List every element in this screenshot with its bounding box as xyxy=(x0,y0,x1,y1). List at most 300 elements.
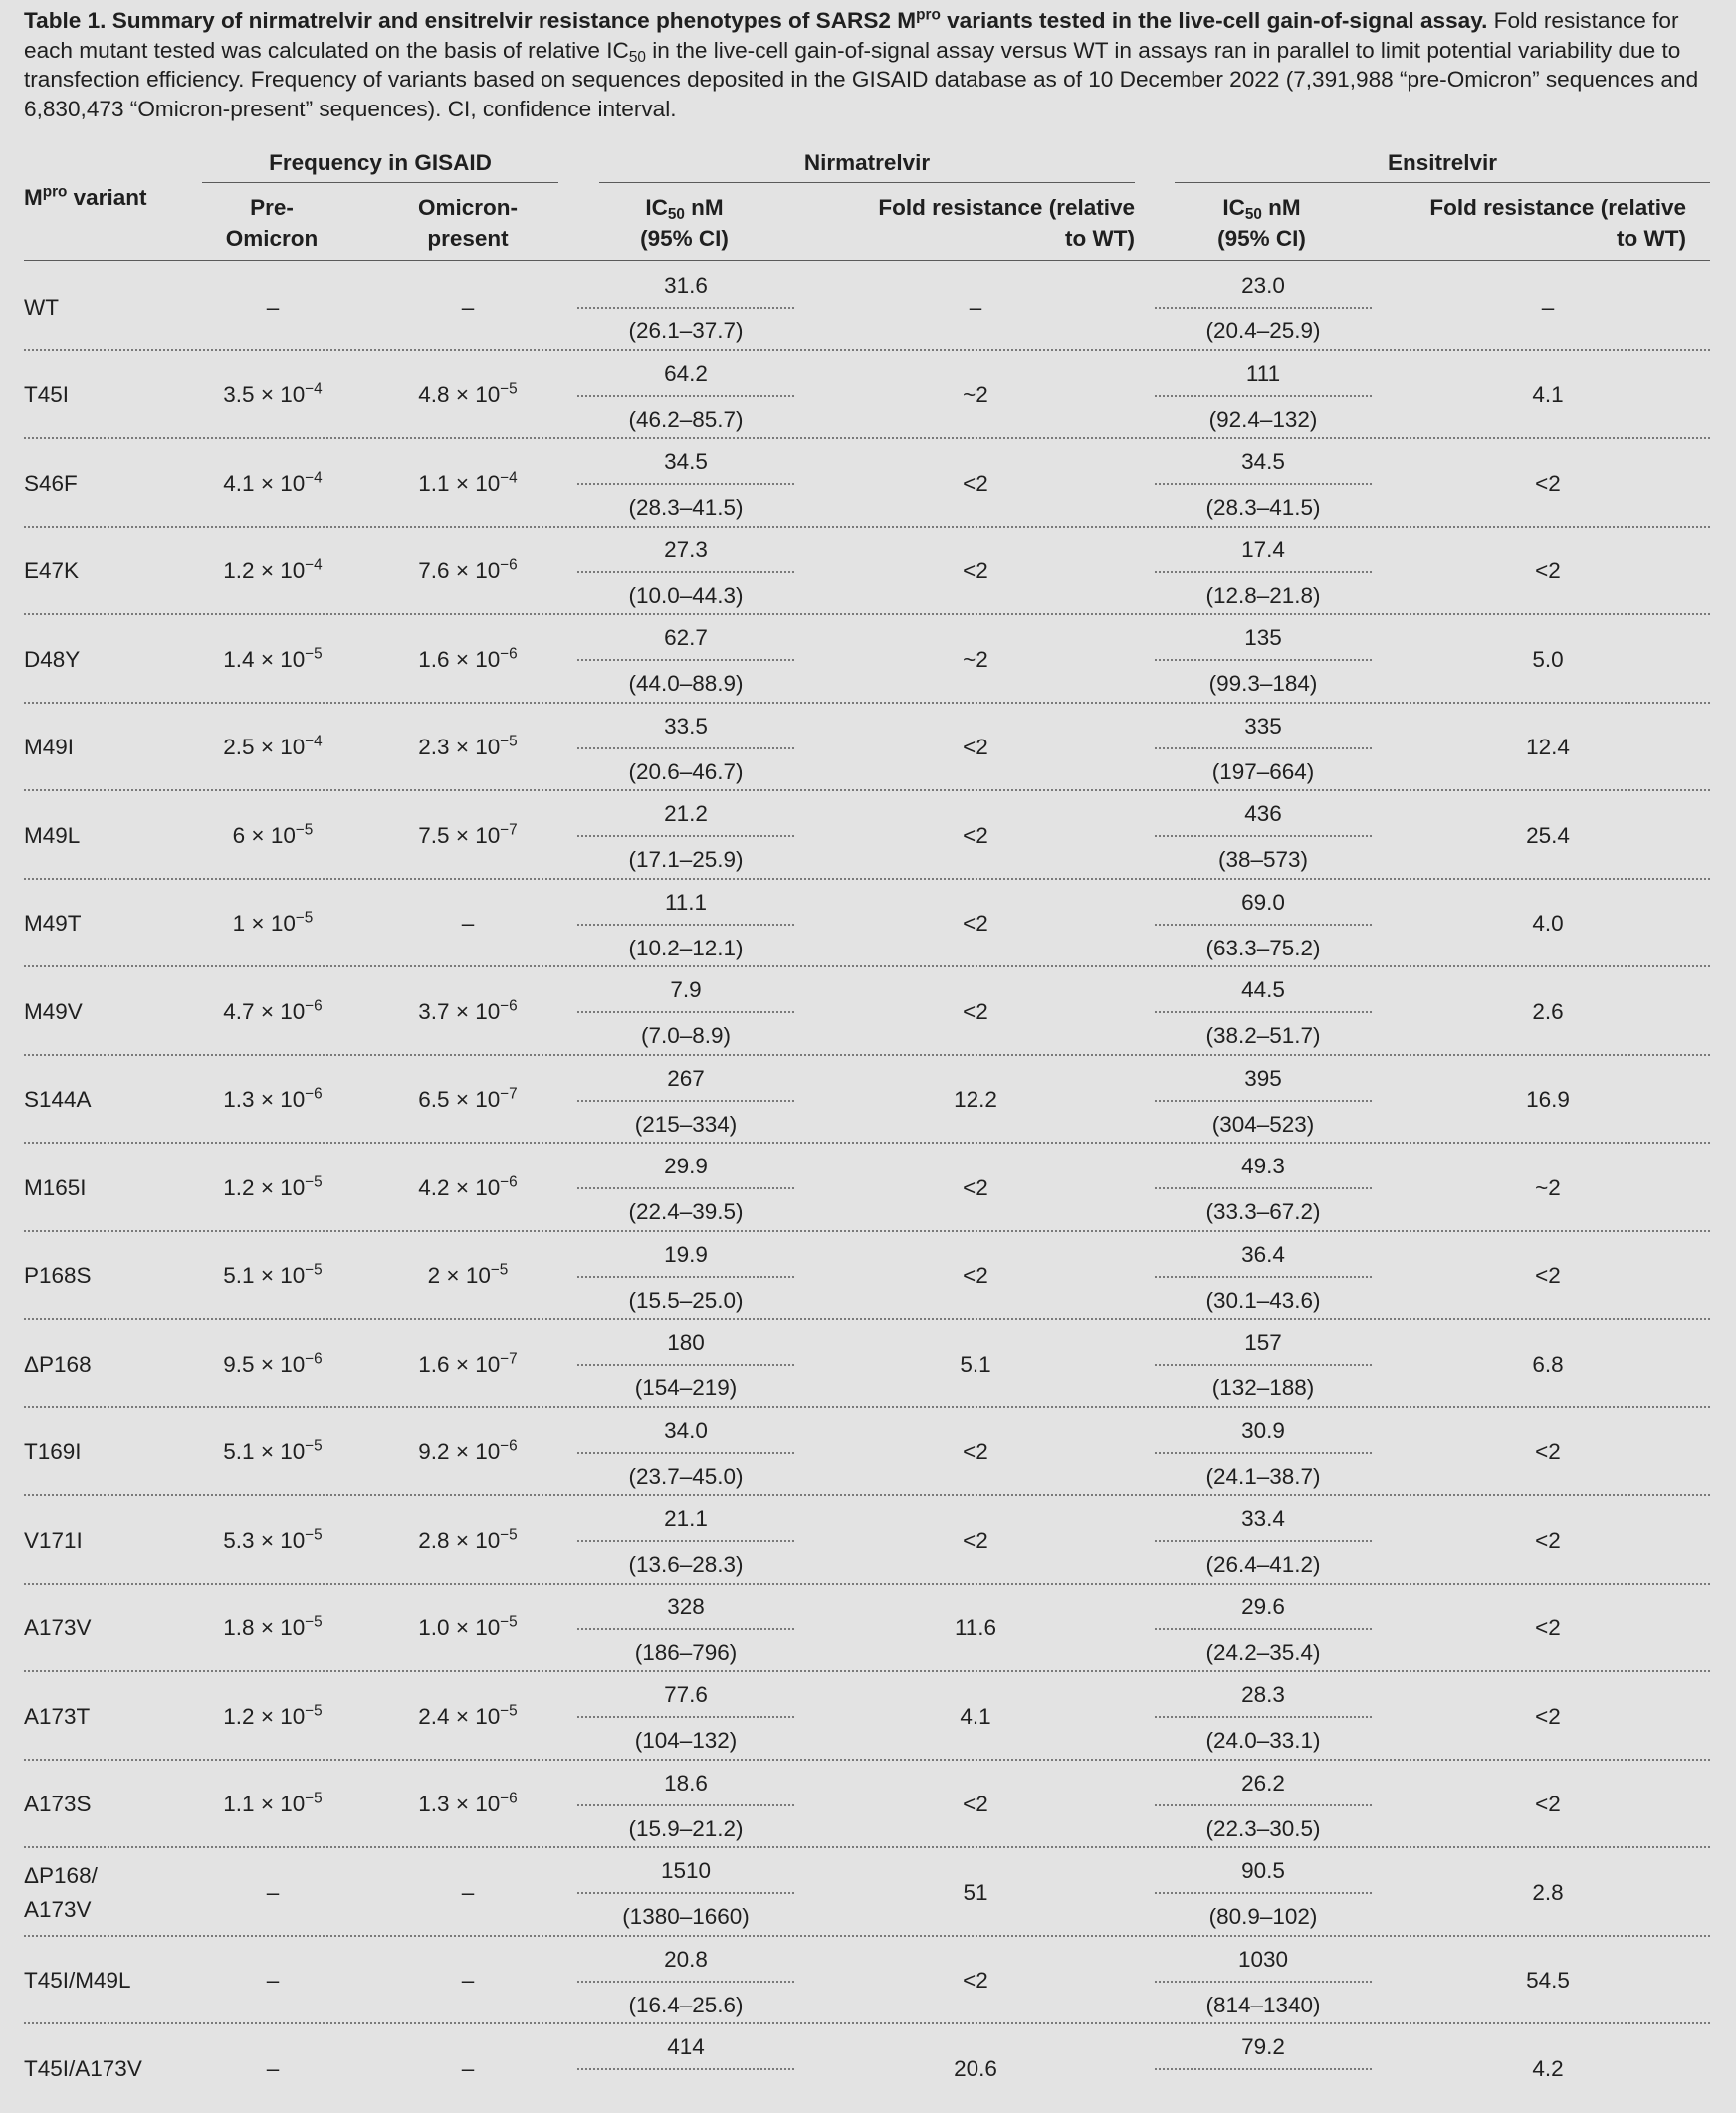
pre-omicron-frequency xyxy=(199,382,346,408)
ci-separator xyxy=(577,395,794,397)
nirmatrelvir-ci: (154–219) xyxy=(634,1375,738,1400)
omicron-present-frequency xyxy=(393,471,542,497)
ensitrelvir-ci: (38–573) xyxy=(1217,847,1309,872)
nirmatrelvir-ic50: 33.5 xyxy=(664,713,708,739)
nirmatrelvir-ic50: 267 xyxy=(667,1065,705,1091)
nirmatrelvir-ci: (10.2–12.1) xyxy=(628,935,744,960)
pre-omicron-frequency xyxy=(199,295,346,320)
nirmatrelvir-ic50: 77.6 xyxy=(664,1682,708,1707)
nirmatrelvir-fold-resistance: <2 xyxy=(963,558,988,583)
nirmatrelvir-ic50: 7.9 xyxy=(670,977,702,1002)
table-row xyxy=(0,1056,1736,1145)
omicron-present-frequency-mantissa: 2.4 × 10 xyxy=(418,1703,501,1729)
variant-name-line: WT xyxy=(24,294,59,319)
ensitrelvir-ic50: 335 xyxy=(1244,713,1282,739)
omicron-present-frequency xyxy=(393,735,542,760)
variant-name-line: A173T xyxy=(24,1703,91,1729)
pre-omicron-frequency-exponent: −5 xyxy=(305,1437,323,1455)
variant-name xyxy=(24,823,193,849)
omicron-present-frequency-exponent: −6 xyxy=(500,1437,518,1455)
nirmatrelvir-fold-resistance: <2 xyxy=(963,1792,988,1816)
variant-name xyxy=(24,1175,193,1201)
nirmatrelvir-ic50: 31.6 xyxy=(664,273,708,298)
ci-separator xyxy=(577,1804,794,1806)
nirmatrelvir-ic50: 34.5 xyxy=(664,449,708,474)
omicron-present-frequency xyxy=(393,1352,542,1377)
pre-omicron-frequency xyxy=(199,471,346,497)
pre-omicron-frequency-exponent: −4 xyxy=(305,380,323,398)
nirmatrelvir-fold-resistance: <2 xyxy=(963,470,988,496)
variant-name-line: A173S xyxy=(24,1792,92,1816)
nirmatrelvir-fold-resistance: – xyxy=(969,294,982,319)
nirmatrelvir-ci: (186–796) xyxy=(634,1639,738,1665)
variant-name-line: M49L xyxy=(24,822,81,848)
ensitrelvir-fold-resistance: 4.2 xyxy=(1532,2055,1564,2081)
omicron-present-frequency xyxy=(393,999,542,1025)
ensitrelvir-ic50: 436 xyxy=(1244,801,1282,826)
omicron-present-frequency-exponent: −5 xyxy=(500,1613,518,1631)
ensitrelvir-fold-resistance: 16.9 xyxy=(1526,1087,1570,1112)
ci-separator xyxy=(1155,1011,1372,1013)
omicron-present-frequency-mantissa: 4.2 × 10 xyxy=(418,1174,501,1200)
ensitrelvir-ic50: 29.6 xyxy=(1241,1593,1285,1619)
table-row xyxy=(0,2024,1736,2113)
variant-name xyxy=(24,382,193,408)
variant-name-line: A173V xyxy=(24,1615,92,1640)
variant-name-line: M49T xyxy=(24,911,82,936)
ensitrelvir-fold-resistance: 4.1 xyxy=(1532,382,1564,407)
nirmatrelvir-ci: (15.9–21.2) xyxy=(628,1815,744,1841)
omicron-present-frequency-exponent: −7 xyxy=(500,1350,518,1368)
ensitrelvir-ic50: 395 xyxy=(1244,1065,1282,1091)
pre-omicron-frequency-mantissa: 1.2 × 10 xyxy=(223,558,306,583)
ensitrelvir-ci: (99.3–184) xyxy=(1208,671,1318,696)
variant-name-line: S46F xyxy=(24,470,78,496)
ci-separator xyxy=(577,835,794,837)
omicron-present-frequency-mantissa: 7.5 × 10 xyxy=(418,822,501,848)
nirmatrelvir-fold-resistance: <2 xyxy=(963,1263,988,1288)
omicron-present-frequency-mantissa: 4.8 × 10 xyxy=(418,382,501,407)
nirmatrelvir-fold-resistance: 12.2 xyxy=(954,1087,997,1112)
omicron-present-frequency-exponent: −6 xyxy=(500,1173,518,1191)
variant-name-line: E47K xyxy=(24,558,80,583)
variant-name xyxy=(24,558,193,584)
nirmatrelvir-ic50: 19.9 xyxy=(664,1241,708,1267)
ci-separator xyxy=(577,1892,794,1894)
nirmatrelvir-ic50: 21.1 xyxy=(664,1506,708,1531)
variant-name xyxy=(24,1352,193,1377)
ci-separator xyxy=(577,1364,794,1366)
table-row xyxy=(0,967,1736,1056)
pre-omicron-frequency-mantissa: 2.5 × 10 xyxy=(223,735,306,759)
pre-omicron-frequency-mantissa: 4.1 × 10 xyxy=(223,470,306,496)
omicron-present-frequency-exponent: −5 xyxy=(490,1261,509,1279)
ensitrelvir-ic50: 1030 xyxy=(1237,1946,1289,1972)
pre-omicron-frequency-mantissa: 1 × 10 xyxy=(232,911,296,936)
pre-omicron-frequency xyxy=(199,1528,346,1554)
variant-name-line: V171I xyxy=(24,1527,83,1553)
table-row xyxy=(0,1672,1736,1761)
pre-omicron-frequency-mantissa: – xyxy=(266,294,280,319)
nirmatrelvir-ci: (104–132) xyxy=(634,1728,738,1753)
ensitrelvir-ic50: 34.5 xyxy=(1241,449,1285,474)
nirmatrelvir-fold-resistance: <2 xyxy=(963,735,988,759)
pre-omicron-frequency-mantissa: 5.1 × 10 xyxy=(223,1263,306,1288)
omicron-present-frequency-exponent: −6 xyxy=(500,556,518,574)
pre-omicron-frequency xyxy=(199,1880,346,1906)
nirmatrelvir-ic50: 11.1 xyxy=(664,889,708,915)
ci-separator xyxy=(577,1540,794,1542)
pre-omicron-frequency-exponent: −5 xyxy=(295,821,314,839)
ensitrelvir-ic50: 26.2 xyxy=(1241,1770,1285,1796)
omicron-present-frequency xyxy=(393,2056,542,2082)
omicron-present-frequency-mantissa: 2 × 10 xyxy=(427,1263,491,1288)
nirmatrelvir-ci: (215–334) xyxy=(634,1111,738,1137)
header-omicron-present: Omicron- present xyxy=(417,195,518,251)
pre-omicron-frequency-exponent: −6 xyxy=(305,1350,323,1368)
pre-omicron-frequency-exponent: −5 xyxy=(305,1613,323,1631)
ensitrelvir-fold-resistance: 25.4 xyxy=(1526,822,1570,848)
pre-omicron-frequency xyxy=(199,558,346,584)
pre-omicron-frequency-mantissa: 1.1 × 10 xyxy=(223,1792,306,1816)
ensitrelvir-ci: (22.3–30.5) xyxy=(1205,1815,1321,1841)
nirmatrelvir-ic50: 1510 xyxy=(660,1858,712,1883)
nirmatrelvir-fold-resistance: 51 xyxy=(963,1879,988,1905)
pre-omicron-frequency-exponent: −5 xyxy=(305,1261,323,1279)
variant-name-line: T45I/M49L xyxy=(24,1968,131,1993)
pre-omicron-frequency-exponent: −5 xyxy=(305,645,323,663)
ensitrelvir-fold-resistance: 2.8 xyxy=(1532,1879,1564,1905)
variant-name xyxy=(24,999,193,1025)
omicron-present-frequency xyxy=(393,1263,542,1289)
omicron-present-frequency-exponent: −6 xyxy=(500,997,518,1015)
ensitrelvir-ic50: 111 xyxy=(1245,360,1281,386)
ensitrelvir-ci: (20.4–25.9) xyxy=(1205,318,1321,343)
nirmatrelvir-fold-resistance: <2 xyxy=(963,1174,988,1200)
omicron-present-frequency-mantissa: 1.0 × 10 xyxy=(418,1615,501,1640)
nirmatrelvir-ci: (22.4–39.5) xyxy=(628,1199,744,1224)
ensitrelvir-ic50: 36.4 xyxy=(1241,1241,1285,1267)
pre-omicron-frequency xyxy=(199,1087,346,1113)
table-row xyxy=(0,263,1736,351)
ci-separator xyxy=(577,1452,794,1454)
pre-omicron-frequency-exponent: −5 xyxy=(295,909,314,927)
nirmatrelvir-ic50: 328 xyxy=(667,1593,705,1619)
omicron-present-frequency-exponent: −5 xyxy=(500,1702,518,1720)
ci-separator xyxy=(1155,1364,1372,1366)
caption-title: Table 1. Summary of nirmatrelvir and ensitrelvir resistance phenotypes of SARS2 $M^{pro}$ variants tested in the live-cell gain-of-signal assay. xyxy=(24,6,1488,33)
pre-omicron-frequency-mantissa: 1.8 × 10 xyxy=(223,1615,306,1640)
nirmatrelvir-ci: (10.0–44.3) xyxy=(628,582,744,608)
omicron-present-frequency-mantissa: – xyxy=(461,911,475,936)
omicron-present-frequency xyxy=(393,1175,542,1201)
ensitrelvir-fold-resistance: – xyxy=(1541,294,1555,319)
nirmatrelvir-ci: (16.4–25.6) xyxy=(628,1992,744,2017)
ci-separator xyxy=(1155,1804,1372,1806)
table-row xyxy=(0,439,1736,528)
omicron-present-frequency-exponent: −6 xyxy=(500,645,518,663)
table-row xyxy=(0,1320,1736,1408)
variant-name xyxy=(24,1968,193,1994)
omicron-present-frequency xyxy=(393,823,542,849)
pre-omicron-frequency-mantissa: 5.3 × 10 xyxy=(223,1527,306,1553)
ci-separator xyxy=(1155,483,1372,485)
variant-name xyxy=(24,1859,193,1927)
omicron-present-frequency-mantissa: – xyxy=(461,1879,475,1905)
omicron-present-frequency-mantissa: 1.6 × 10 xyxy=(418,646,501,672)
pre-omicron-frequency-exponent: −5 xyxy=(305,1790,323,1807)
ci-separator xyxy=(1155,571,1372,573)
variant-name-line: M165I xyxy=(24,1174,87,1200)
ci-separator xyxy=(577,1011,794,1013)
ci-separator xyxy=(1155,395,1372,397)
variant-name-line: T169I xyxy=(24,1439,82,1464)
ensitrelvir-ci: (63.3–75.2) xyxy=(1205,935,1321,960)
ci-separator xyxy=(1155,747,1372,749)
header-pre-omicron: Pre- Omicron xyxy=(225,195,319,251)
pre-omicron-frequency xyxy=(199,999,346,1025)
ensitrelvir-ci: (304–523) xyxy=(1211,1111,1315,1137)
variant-name xyxy=(24,1439,193,1465)
ci-separator xyxy=(1155,924,1372,926)
omicron-present-frequency xyxy=(393,1968,542,1994)
pre-omicron-frequency-mantissa: 6 × 10 xyxy=(232,822,296,848)
table-row xyxy=(0,1848,1736,1937)
omicron-present-frequency-mantissa: 7.6 × 10 xyxy=(418,558,501,583)
pre-omicron-frequency-exponent: −6 xyxy=(305,997,323,1015)
ci-separator xyxy=(577,924,794,926)
pre-omicron-frequency-mantissa: 4.7 × 10 xyxy=(223,998,306,1024)
omicron-present-frequency-exponent: −5 xyxy=(500,733,518,750)
pre-omicron-frequency xyxy=(199,647,346,673)
pre-omicron-frequency-mantissa: 3.5 × 10 xyxy=(223,382,306,407)
omicron-present-frequency-exponent: −5 xyxy=(500,380,518,398)
ensitrelvir-ci: (197–664) xyxy=(1211,758,1315,784)
omicron-present-frequency xyxy=(393,647,542,673)
table-row xyxy=(0,1496,1736,1585)
nirmatrelvir-ic50: 34.0 xyxy=(664,1417,708,1443)
pre-omicron-frequency-mantissa: 5.1 × 10 xyxy=(223,1439,306,1464)
ensitrelvir-fold-resistance: ~2 xyxy=(1535,1174,1561,1200)
variant-name xyxy=(24,1263,193,1289)
nirmatrelvir-fold-resistance: <2 xyxy=(963,822,988,848)
table-row xyxy=(0,704,1736,792)
ensitrelvir-ic50: 17.4 xyxy=(1241,536,1285,562)
ci-separator xyxy=(1155,1716,1372,1718)
pre-omicron-frequency xyxy=(199,1615,346,1641)
nirmatrelvir-ic50: 64.2 xyxy=(664,360,708,386)
omicron-present-frequency-mantissa: – xyxy=(461,294,475,319)
ci-separator xyxy=(577,307,794,309)
header-variant: $M^{pro}$ variant xyxy=(24,183,147,210)
nirmatrelvir-fold-resistance: 20.6 xyxy=(954,2055,997,2081)
ensitrelvir-ci: (80.9–102) xyxy=(1208,1904,1318,1929)
pre-omicron-frequency-mantissa: – xyxy=(266,1879,280,1905)
nirmatrelvir-ic50: 62.7 xyxy=(664,625,708,650)
table-caption xyxy=(24,6,1716,123)
ensitrelvir-ic50: 90.5 xyxy=(1241,1858,1285,1883)
omicron-present-frequency-exponent: −5 xyxy=(500,1526,518,1544)
variant-name-line: T45I xyxy=(24,382,70,407)
pre-omicron-frequency xyxy=(199,1704,346,1730)
nirmatrelvir-fold-resistance: ~2 xyxy=(963,646,988,672)
ci-separator xyxy=(1155,1892,1372,1894)
pre-omicron-frequency xyxy=(199,2056,346,2082)
pre-omicron-frequency xyxy=(199,1792,346,1817)
nirmatrelvir-fold-resistance: 4.1 xyxy=(960,1703,991,1729)
ci-separator xyxy=(577,1276,794,1278)
ensitrelvir-ci: (33.3–67.2) xyxy=(1205,1199,1321,1224)
pre-omicron-frequency-exponent: −4 xyxy=(305,556,323,574)
ensitrelvir-ic50: 23.0 xyxy=(1241,273,1285,298)
pre-omicron-frequency-exponent: −6 xyxy=(305,1085,323,1103)
ci-separator xyxy=(1155,307,1372,309)
ensitrelvir-ic50: 69.0 xyxy=(1241,889,1285,915)
nirmatrelvir-fold-resistance: <2 xyxy=(963,911,988,936)
variant-name xyxy=(24,295,193,320)
variant-name-line: T45I/A173V xyxy=(24,2055,142,2081)
table-row xyxy=(0,1937,1736,2025)
nirmatrelvir-ci: (13.6–28.3) xyxy=(628,1552,744,1577)
omicron-present-frequency-mantissa: 1.1 × 10 xyxy=(418,470,501,496)
header-group-ensitrelvir: Ensitrelvir xyxy=(1387,150,1498,175)
omicron-present-frequency xyxy=(393,295,542,320)
pre-omicron-frequency-mantissa: 1.3 × 10 xyxy=(223,1087,306,1112)
ensitrelvir-ci: (132–188) xyxy=(1211,1375,1315,1400)
nirmatrelvir-fold-resistance: <2 xyxy=(963,1968,988,1993)
ensitrelvir-ic50: 79.2 xyxy=(1241,2034,1285,2059)
pre-omicron-frequency-exponent: −5 xyxy=(305,1702,323,1720)
pre-omicron-frequency-mantissa: – xyxy=(266,1968,280,1993)
nirmatrelvir-fold-resistance: <2 xyxy=(963,1527,988,1553)
pre-omicron-frequency-exponent: −5 xyxy=(305,1526,323,1544)
nirmatrelvir-ic50: 18.6 xyxy=(664,1770,708,1796)
ci-separator xyxy=(1155,835,1372,837)
nirmatrelvir-ci: (1380–1660) xyxy=(622,1904,750,1929)
ensitrelvir-fold-resistance: <2 xyxy=(1535,1527,1561,1553)
ensitrelvir-ic50: 28.3 xyxy=(1241,1682,1285,1707)
pre-omicron-frequency xyxy=(199,1352,346,1377)
variant-name-line: D48Y xyxy=(24,646,81,672)
nirmatrelvir-ci: (17.1–25.9) xyxy=(628,847,744,872)
ensitrelvir-ci: (30.1–43.6) xyxy=(1205,1287,1321,1313)
variant-name xyxy=(24,1792,193,1817)
ensitrelvir-ci: (24.1–38.7) xyxy=(1205,1463,1321,1489)
header-nirmatrelvir-fold: Fold resistance (relative to WT) xyxy=(878,195,1135,251)
omicron-present-frequency-exponent: −6 xyxy=(500,1790,518,1807)
ensitrelvir-fold-resistance: <2 xyxy=(1535,1792,1561,1816)
ensitrelvir-ic50: 30.9 xyxy=(1241,1417,1285,1443)
nirmatrelvir-ci: (46.2–85.7) xyxy=(628,406,744,432)
ensitrelvir-fold-resistance: 4.0 xyxy=(1532,911,1564,936)
table-row xyxy=(0,1761,1736,1849)
variant-name xyxy=(24,1704,193,1730)
variant-name-line: S144A xyxy=(24,1087,92,1112)
ensitrelvir-fold-resistance: 5.0 xyxy=(1532,646,1564,672)
pre-omicron-frequency xyxy=(199,1439,346,1465)
nirmatrelvir-fold-resistance: ~2 xyxy=(963,382,988,407)
ci-separator xyxy=(577,659,794,661)
pre-omicron-frequency xyxy=(199,823,346,849)
ci-separator xyxy=(577,1716,794,1718)
ensitrelvir-ic50: 49.3 xyxy=(1241,1154,1285,1178)
ensitrelvir-fold-resistance: <2 xyxy=(1535,558,1561,583)
table-row xyxy=(0,1144,1736,1232)
omicron-present-frequency xyxy=(393,1880,542,1906)
nirmatrelvir-ic50: 20.8 xyxy=(664,1946,708,1972)
ensitrelvir-fold-resistance: <2 xyxy=(1535,1439,1561,1464)
ensitrelvir-ci: (92.4–132) xyxy=(1208,406,1318,432)
nirmatrelvir-ic50: 27.3 xyxy=(664,536,708,562)
pre-omicron-frequency-mantissa: 1.2 × 10 xyxy=(223,1703,306,1729)
ci-separator xyxy=(1155,1540,1372,1542)
ensitrelvir-ci: (38.2–51.7) xyxy=(1205,1023,1321,1048)
omicron-present-frequency xyxy=(393,1704,542,1730)
omicron-present-frequency xyxy=(393,911,542,937)
ensitrelvir-ic50: 157 xyxy=(1244,1330,1282,1355)
nirmatrelvir-ci: (44.0–88.9) xyxy=(628,671,744,696)
pre-omicron-frequency-mantissa: – xyxy=(266,2055,280,2081)
ensitrelvir-ic50: 44.5 xyxy=(1241,977,1285,1002)
ensitrelvir-ic50: 33.4 xyxy=(1241,1506,1285,1531)
table-row xyxy=(0,1408,1736,1497)
omicron-present-frequency-mantissa: 9.2 × 10 xyxy=(418,1439,501,1464)
pre-omicron-frequency xyxy=(199,1263,346,1289)
variant-name xyxy=(24,735,193,760)
nirmatrelvir-fold-resistance: <2 xyxy=(963,998,988,1024)
omicron-present-frequency-mantissa: 3.7 × 10 xyxy=(418,998,501,1024)
omicron-present-frequency-mantissa: 2.3 × 10 xyxy=(418,735,501,759)
variant-name xyxy=(24,1528,193,1554)
omicron-present-frequency xyxy=(393,558,542,584)
ci-separator xyxy=(1155,1276,1372,1278)
nirmatrelvir-ic50: 21.2 xyxy=(664,801,708,826)
pre-omicron-frequency-mantissa: 1.2 × 10 xyxy=(223,1174,306,1200)
omicron-present-frequency xyxy=(393,1615,542,1641)
ensitrelvir-ci: (24.0–33.1) xyxy=(1205,1728,1321,1753)
ensitrelvir-fold-resistance: <2 xyxy=(1535,1703,1561,1729)
ensitrelvir-fold-resistance: 12.4 xyxy=(1526,735,1570,759)
variant-name xyxy=(24,647,193,673)
nirmatrelvir-ic50: 180 xyxy=(667,1330,705,1355)
pre-omicron-frequency xyxy=(199,911,346,937)
ci-separator xyxy=(1155,1187,1372,1189)
ensitrelvir-ci: (28.3–41.5) xyxy=(1205,495,1321,520)
pre-omicron-frequency xyxy=(199,735,346,760)
ensitrelvir-fold-resistance: 6.8 xyxy=(1532,1351,1564,1376)
variant-name-line: P168S xyxy=(24,1263,92,1288)
ensitrelvir-ci: (24.2–35.4) xyxy=(1205,1639,1321,1665)
variant-name xyxy=(24,1087,193,1113)
ci-separator xyxy=(1155,1981,1372,1983)
omicron-present-frequency xyxy=(393,1792,542,1817)
nirmatrelvir-ic50: 414 xyxy=(667,2034,705,2059)
pre-omicron-frequency-mantissa: 1.4 × 10 xyxy=(223,646,306,672)
variant-name-line: ΔP168 xyxy=(24,1351,92,1376)
variant-name-line: M49I xyxy=(24,735,75,759)
ci-separator xyxy=(1155,1628,1372,1630)
omicron-present-frequency xyxy=(393,1439,542,1465)
nirmatrelvir-ci: (26.1–37.7) xyxy=(628,318,744,343)
nirmatrelvir-ci: (20.6–46.7) xyxy=(628,758,744,784)
ci-separator xyxy=(577,1100,794,1102)
ensitrelvir-ci: (814–1340) xyxy=(1205,1992,1321,2017)
header-nirmatrelvir-ic50: $IC_{50}$ nM (95% CI) xyxy=(640,195,729,251)
ci-separator xyxy=(577,1628,794,1630)
pre-omicron-frequency-exponent: −4 xyxy=(305,469,323,487)
variant-name-line: ΔP168/ xyxy=(24,1862,98,1888)
ci-separator xyxy=(1155,1452,1372,1454)
